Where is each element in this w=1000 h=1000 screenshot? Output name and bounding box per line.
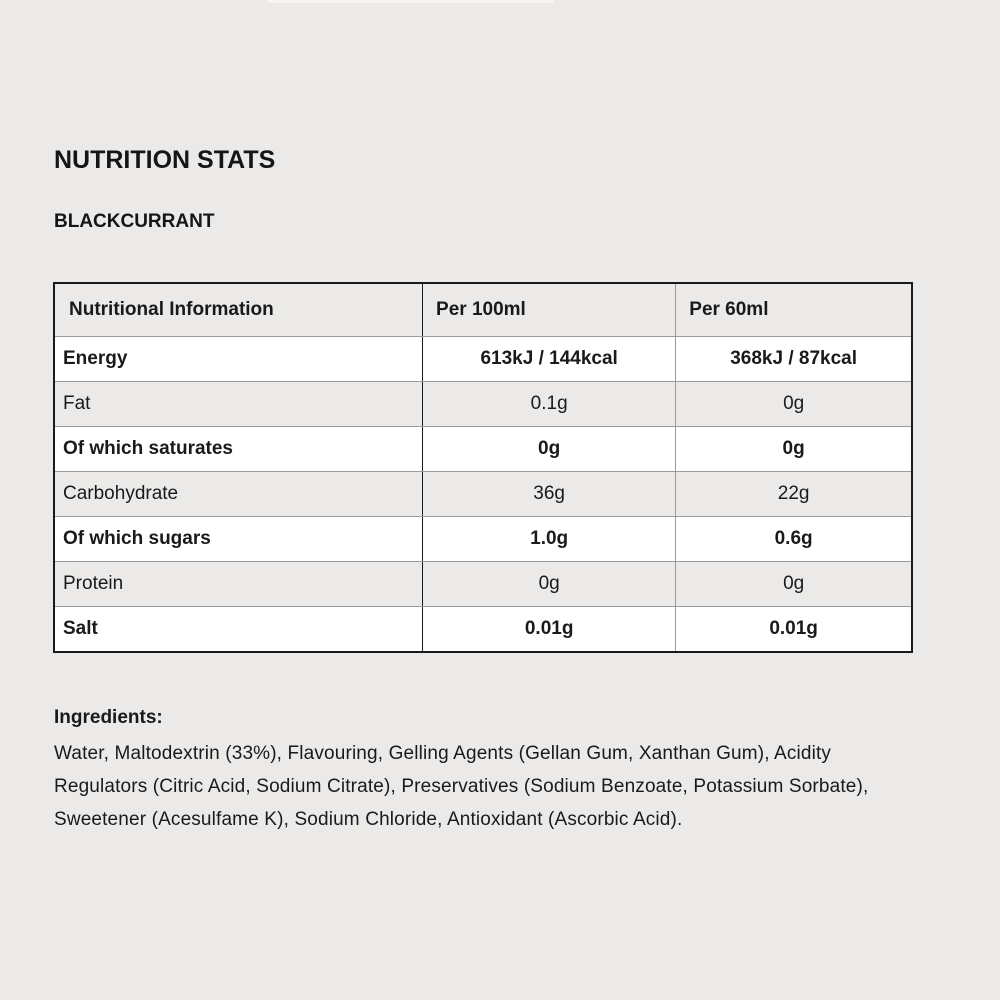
page-title: NUTRITION STATS [54,146,276,174]
header-nutritional-information: Nutritional Information [54,283,423,337]
table-header-row [54,283,912,337]
table-row-fat [54,382,912,427]
value-per-100ml: 36g [423,472,676,517]
row-label: Of which saturates [54,427,423,472]
value-per-60ml: 368kJ / 87kcal [676,337,912,382]
value-per-100ml: 0.01g [423,607,676,653]
row-label: Energy [54,337,423,382]
value-per-100ml: 0g [423,427,676,472]
value-per-60ml: 0g [676,382,912,427]
value-per-60ml: 0g [676,427,912,472]
value-per-100ml: 0g [423,562,676,607]
header-per-100ml: Per 100ml [423,283,676,337]
row-label: Salt [54,607,423,653]
table-row-protein [54,562,912,607]
value-per-100ml: 1.0g [423,517,676,562]
flavour-title: BLACKCURRANT [54,211,215,232]
row-label: Carbohydrate [54,472,423,517]
value-per-60ml: 22g [676,472,912,517]
header-per-60ml: Per 60ml [676,283,912,337]
table-row-salt [54,607,912,653]
ingredients-title: Ingredients: [54,707,163,728]
table-row-energy [54,337,912,382]
value-per-60ml: 0g [676,562,912,607]
value-per-60ml: 0.01g [676,607,912,653]
top-decorative-strip [268,0,554,3]
value-per-100ml: 0.1g [423,382,676,427]
table-row-saturates [54,427,912,472]
table-row-carbohydrate [54,472,912,517]
row-label: Of which sugars [54,517,423,562]
ingredients-text: Water, Maltodextrin (33%), Flavouring, Gelling Agents (Gellan Gum, Xanthan Gum), Acidity Regulators (Citric Acid, Sodium Citrate), Preservatives (Sodium Benzoate, Potassium Sorbate), Sweetener (Acesulfame K), Sodium Chloride, Antioxidant (Ascorbic Acid). [54,743,869,830]
value-per-100ml: 613kJ / 144kcal [423,337,676,382]
table-row-sugars [54,517,912,562]
row-label: Fat [54,382,423,427]
row-label: Protein [54,562,423,607]
value-per-60ml: 0.6g [676,517,912,562]
nutrition-table [53,282,913,653]
